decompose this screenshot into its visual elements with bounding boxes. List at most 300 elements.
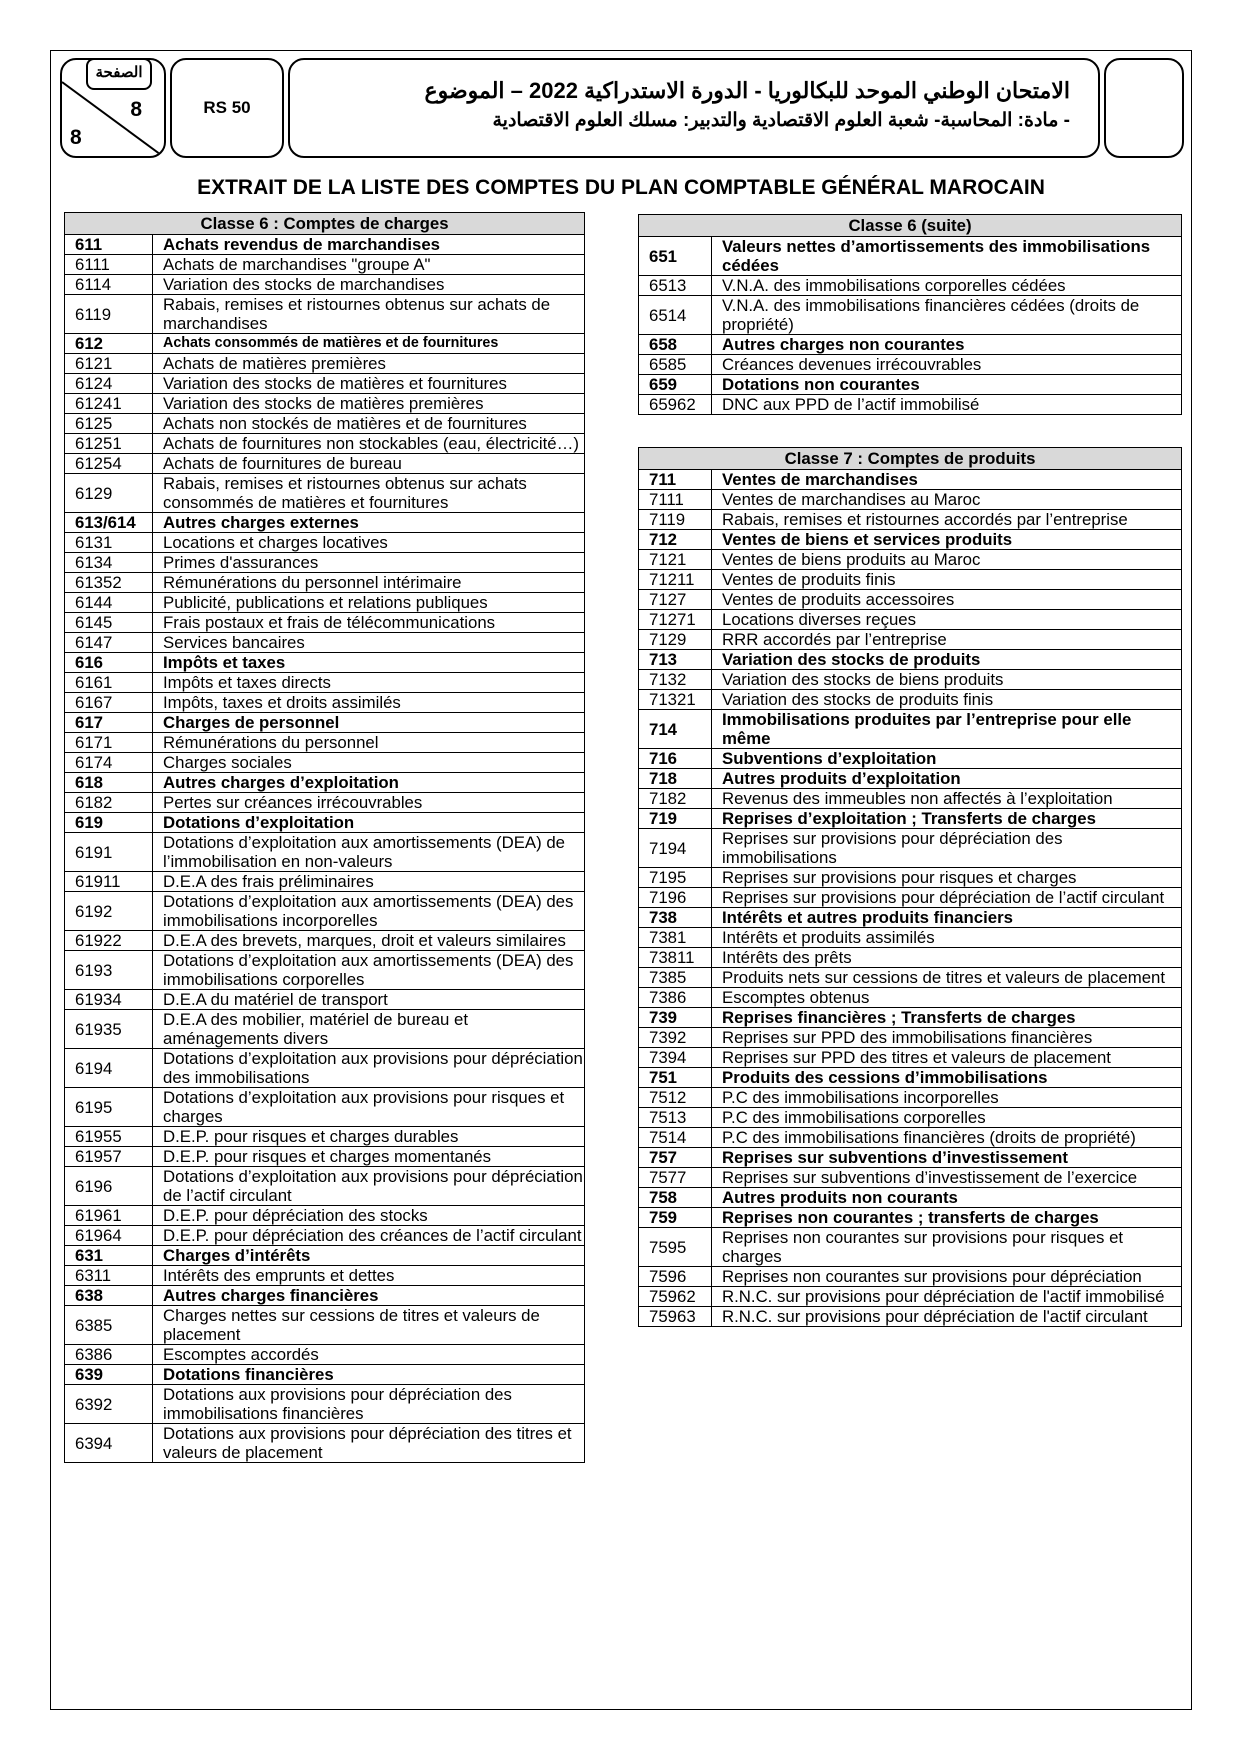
table-row xyxy=(65,434,585,454)
account-label: Reprises sur PPD des titres et valeurs de placement xyxy=(712,1048,1182,1068)
account-code: 618 xyxy=(65,773,153,793)
account-label: D.E.P. pour dépréciation des créances de l’actif circulant xyxy=(153,1226,585,1246)
account-code: 6195 xyxy=(65,1088,153,1127)
table-row xyxy=(65,931,585,951)
table-row xyxy=(639,888,1182,908)
table-row xyxy=(65,673,585,693)
table-row xyxy=(639,908,1182,928)
account-label: P.C des immobilisations financières (droits de propriété) xyxy=(712,1128,1182,1148)
page-number: 8 xyxy=(70,126,82,149)
table-row xyxy=(639,789,1182,809)
account-code: 751 xyxy=(639,1068,712,1088)
account-code: 616 xyxy=(65,653,153,673)
account-label: Intérêts et autres produits financiers xyxy=(712,908,1182,928)
account-label: Autres charges non courantes xyxy=(712,335,1182,355)
table-row xyxy=(65,593,585,613)
table-row xyxy=(65,892,585,931)
table-row xyxy=(65,235,585,255)
table-row xyxy=(639,1267,1182,1287)
table-row xyxy=(639,570,1182,590)
account-code: 65962 xyxy=(639,395,712,415)
table-row xyxy=(65,394,585,414)
table-row xyxy=(65,275,585,295)
account-label: P.C des immobilisations incorporelles xyxy=(712,1088,1182,1108)
account-label: D.E.A des frais préliminaires xyxy=(153,872,585,892)
table-row xyxy=(65,374,585,394)
account-label: Reprises sur subventions d’investissement de l’exercice xyxy=(712,1168,1182,1188)
account-label: Reprises financières ; Transferts de charges xyxy=(712,1008,1182,1028)
account-code: 659 xyxy=(639,375,712,395)
account-code: 6194 xyxy=(65,1049,153,1088)
table-row xyxy=(639,690,1182,710)
account-label: Reprises sur subventions d’investissement xyxy=(712,1148,1182,1168)
table-row xyxy=(639,1028,1182,1048)
account-code: 611 xyxy=(65,235,153,255)
account-label: Rabais, remises et ristournes obtenus sur achats consommés de matières et fournitures xyxy=(153,474,585,513)
account-code: 6585 xyxy=(639,355,712,375)
table-row xyxy=(639,809,1182,829)
table-row xyxy=(65,334,585,354)
account-code: 6144 xyxy=(65,593,153,613)
account-code: 718 xyxy=(639,769,712,789)
account-code: 6145 xyxy=(65,613,153,633)
account-label: Reprises sur provisions pour dépréciation des immobilisations xyxy=(712,829,1182,868)
table-row xyxy=(65,990,585,1010)
account-label: Variation des stocks de matières premières xyxy=(153,394,585,414)
table-row xyxy=(65,1306,585,1345)
account-label: V.N.A. des immobilisations corporelles cédées xyxy=(712,276,1182,296)
account-code: 6192 xyxy=(65,892,153,931)
account-label: Escomptes accordés xyxy=(153,1345,585,1365)
account-label: Immobilisations produites par l’entreprise pour elle même xyxy=(712,710,1182,749)
table-row xyxy=(639,510,1182,530)
account-label: Dotations d’exploitation aux amortissements (DEA) de l’immobilisation en non-valeurs xyxy=(153,833,585,872)
table-row xyxy=(65,573,585,593)
account-label: Impôts et taxes xyxy=(153,653,585,673)
table-row xyxy=(65,653,585,673)
table-row xyxy=(639,670,1182,690)
account-label: Achats de fournitures de bureau xyxy=(153,454,585,474)
account-label: Ventes de marchandises xyxy=(712,470,1182,490)
account-label: Reprises non courantes sur provisions pour dépréciation xyxy=(712,1267,1182,1287)
table-row xyxy=(65,833,585,872)
account-code: 714 xyxy=(639,710,712,749)
account-label: Reprises d’exploitation ; Transferts de charges xyxy=(712,809,1182,829)
account-label: Services bancaires xyxy=(153,633,585,653)
table-row xyxy=(639,335,1182,355)
page-total: 8 xyxy=(130,98,142,121)
account-label: Intérêts des prêts xyxy=(712,948,1182,968)
account-label: Pertes sur créances irrécouvrables xyxy=(153,793,585,813)
account-label: Subventions d’exploitation xyxy=(712,749,1182,769)
table-row xyxy=(65,1010,585,1049)
table-row xyxy=(65,1345,585,1365)
account-code: 619 xyxy=(65,813,153,833)
exam-title-box xyxy=(288,58,1100,158)
table-row xyxy=(639,868,1182,888)
table-row xyxy=(639,630,1182,650)
account-label: Dotations d’exploitation aux amortissements (DEA) des immobilisations corporelles xyxy=(153,951,585,990)
table-row xyxy=(639,395,1182,415)
account-code: 6394 xyxy=(65,1424,153,1463)
table-row xyxy=(639,968,1182,988)
account-code: 651 xyxy=(639,237,712,276)
table-row xyxy=(65,1049,585,1088)
table-row xyxy=(65,1246,585,1266)
account-code: 6182 xyxy=(65,793,153,813)
table-row xyxy=(639,1307,1182,1327)
account-code: 631 xyxy=(65,1246,153,1266)
account-label: Reprises non courantes sur provisions pour risques et charges xyxy=(712,1228,1182,1267)
account-code: 6193 xyxy=(65,951,153,990)
table-row xyxy=(65,793,585,813)
class7-produits-table xyxy=(638,447,1182,1327)
account-label: Intérêts des emprunts et dettes xyxy=(153,1266,585,1286)
account-label: Charges nettes sur cessions de titres et valeurs de placement xyxy=(153,1306,585,1345)
account-code: 6131 xyxy=(65,533,153,553)
account-label: R.N.C. sur provisions pour dépréciation de l'actif immobilisé xyxy=(712,1287,1182,1307)
exam-code: RS 50 xyxy=(203,98,251,117)
account-label: Primes d'assurances xyxy=(153,553,585,573)
account-code: 658 xyxy=(639,335,712,355)
account-code: 7596 xyxy=(639,1267,712,1287)
account-code: 61961 xyxy=(65,1206,153,1226)
account-label: Reprises sur provisions pour risques et charges xyxy=(712,868,1182,888)
account-code: 613/614 xyxy=(65,513,153,533)
table-row xyxy=(639,1128,1182,1148)
account-label: Locations et charges locatives xyxy=(153,533,585,553)
account-code: 617 xyxy=(65,713,153,733)
account-code: 7385 xyxy=(639,968,712,988)
account-code: 7196 xyxy=(639,888,712,908)
table-row xyxy=(639,1008,1182,1028)
page-label: الصفحة xyxy=(86,58,152,90)
account-code: 61911 xyxy=(65,872,153,892)
account-label: Dotations d’exploitation aux provisions pour dépréciation des immobilisations xyxy=(153,1049,585,1088)
account-code: 7121 xyxy=(639,550,712,570)
account-code: 7132 xyxy=(639,670,712,690)
account-label: Créances devenues irrécouvrables xyxy=(712,355,1182,375)
account-label: Achats de matières premières xyxy=(153,354,585,374)
table-row xyxy=(639,530,1182,550)
account-label: DNC aux PPD de l’actif immobilisé xyxy=(712,395,1182,415)
table-row xyxy=(65,1365,585,1385)
account-label: Ventes de marchandises au Maroc xyxy=(712,490,1182,510)
account-label: Autres charges d’exploitation xyxy=(153,773,585,793)
account-code: 75963 xyxy=(639,1307,712,1327)
account-code: 7392 xyxy=(639,1028,712,1048)
account-code: 759 xyxy=(639,1208,712,1228)
table-row xyxy=(639,1287,1182,1307)
table-row xyxy=(639,355,1182,375)
account-code: 7381 xyxy=(639,928,712,948)
account-code: 71271 xyxy=(639,610,712,630)
account-code: 7386 xyxy=(639,988,712,1008)
account-code: 61254 xyxy=(65,454,153,474)
table-row xyxy=(65,951,585,990)
account-code: 6514 xyxy=(639,296,712,335)
account-label: Ventes de produits finis xyxy=(712,570,1182,590)
account-code: 6191 xyxy=(65,833,153,872)
account-label: Autres produits d’exploitation xyxy=(712,769,1182,789)
account-code: 7513 xyxy=(639,1108,712,1128)
account-code: 639 xyxy=(65,1365,153,1385)
account-code: 6513 xyxy=(639,276,712,296)
account-label: Intérêts et produits assimilés xyxy=(712,928,1182,948)
table-row xyxy=(65,1147,585,1167)
table-row xyxy=(65,872,585,892)
class6-charges-table xyxy=(64,212,585,1463)
table-row xyxy=(639,928,1182,948)
table-row xyxy=(639,1068,1182,1088)
account-code: 61251 xyxy=(65,434,153,454)
account-code: 612 xyxy=(65,334,153,354)
account-label: Locations diverses reçues xyxy=(712,610,1182,630)
account-label: Variation des stocks de produits xyxy=(712,650,1182,670)
account-label: D.E.A du matériel de transport xyxy=(153,990,585,1010)
table-row xyxy=(639,1228,1182,1267)
account-code: 7577 xyxy=(639,1168,712,1188)
account-code: 61964 xyxy=(65,1226,153,1246)
account-label: Achats revendus de marchandises xyxy=(153,235,585,255)
account-code: 61935 xyxy=(65,1010,153,1049)
account-label: Dotations non courantes xyxy=(712,375,1182,395)
account-label: Ventes de biens produits au Maroc xyxy=(712,550,1182,570)
account-label: Autres charges externes xyxy=(153,513,585,533)
account-code: 6167 xyxy=(65,693,153,713)
table-row xyxy=(65,1266,585,1286)
table-row xyxy=(65,1424,585,1463)
table-heading: Classe 6 : Comptes de charges xyxy=(65,213,585,235)
account-code: 6161 xyxy=(65,673,153,693)
table-row xyxy=(65,753,585,773)
account-label: Ventes de produits accessoires xyxy=(712,590,1182,610)
account-label: Achats consommés de matières et de fournitures xyxy=(153,334,585,354)
account-label: D.E.P. pour dépréciation des stocks xyxy=(153,1206,585,1226)
account-code: 75962 xyxy=(639,1287,712,1307)
table-row xyxy=(65,1088,585,1127)
table-row xyxy=(65,633,585,653)
account-label: Ventes de biens et services produits xyxy=(712,530,1182,550)
table-row xyxy=(639,1108,1182,1128)
account-label: Revenus des immeubles non affectés à l’exploitation xyxy=(712,789,1182,809)
account-code: 719 xyxy=(639,809,712,829)
table-row xyxy=(65,513,585,533)
account-code: 7182 xyxy=(639,789,712,809)
account-code: 71321 xyxy=(639,690,712,710)
account-code: 7111 xyxy=(639,490,712,510)
account-label: RRR accordés par l’entreprise xyxy=(712,630,1182,650)
account-label: Autres produits non courants xyxy=(712,1188,1182,1208)
account-label: Reprises non courantes ; transferts de charges xyxy=(712,1208,1182,1228)
account-code: 6174 xyxy=(65,753,153,773)
table-row xyxy=(65,1167,585,1206)
account-code: 6392 xyxy=(65,1385,153,1424)
exam-title: الامتحان الوطني الموحد للبكالوريا - الدورة الاستدراكية 2022 – الموضوع xyxy=(424,78,1070,103)
table-heading: Classe 6 (suite) xyxy=(639,215,1182,237)
table-row xyxy=(639,590,1182,610)
account-label: Produits nets sur cessions de titres et valeurs de placement xyxy=(712,968,1182,988)
account-label: Produits des cessions d’immobilisations xyxy=(712,1068,1182,1088)
table-row xyxy=(639,470,1182,490)
table-row xyxy=(65,354,585,374)
table-row xyxy=(65,813,585,833)
account-code: 61352 xyxy=(65,573,153,593)
table-row xyxy=(639,1088,1182,1108)
account-label: D.E.P. pour risques et charges momentanés xyxy=(153,1147,585,1167)
account-label: Frais postaux et frais de télécommunications xyxy=(153,613,585,633)
account-label: Achats de marchandises "groupe A" xyxy=(153,255,585,275)
account-code: 6311 xyxy=(65,1266,153,1286)
account-code: 7195 xyxy=(639,868,712,888)
exam-code-box xyxy=(170,58,284,158)
table-row xyxy=(65,255,585,275)
account-code: 739 xyxy=(639,1008,712,1028)
account-label: Impôts et taxes directs xyxy=(153,673,585,693)
table-row xyxy=(639,490,1182,510)
account-code: 6125 xyxy=(65,414,153,434)
account-label: Charges sociales xyxy=(153,753,585,773)
account-label: Rabais, remises et ristournes obtenus sur achats de marchandises xyxy=(153,295,585,334)
table-row xyxy=(65,295,585,334)
table-row xyxy=(65,693,585,713)
account-code: 6171 xyxy=(65,733,153,753)
account-code: 61241 xyxy=(65,394,153,414)
account-label: Dotations aux provisions pour dépréciation des titres et valeurs de placement xyxy=(153,1424,585,1463)
account-code: 7514 xyxy=(639,1128,712,1148)
table-row xyxy=(639,650,1182,670)
table-row xyxy=(639,610,1182,630)
account-code: 6147 xyxy=(65,633,153,653)
account-code: 71211 xyxy=(639,570,712,590)
account-code: 713 xyxy=(639,650,712,670)
account-label: Variation des stocks de biens produits xyxy=(712,670,1182,690)
table-row xyxy=(639,1148,1182,1168)
table-row xyxy=(65,474,585,513)
table-row xyxy=(65,1385,585,1424)
account-code: 6124 xyxy=(65,374,153,394)
account-label: Variation des stocks de produits finis xyxy=(712,690,1182,710)
table-row xyxy=(65,1206,585,1226)
table-row xyxy=(639,829,1182,868)
table-row xyxy=(65,414,585,434)
account-code: 61934 xyxy=(65,990,153,1010)
table-row xyxy=(639,710,1182,749)
account-code: 6196 xyxy=(65,1167,153,1206)
class6-suite-table xyxy=(638,214,1182,415)
account-code: 6111 xyxy=(65,255,153,275)
table-row xyxy=(65,613,585,633)
table-row xyxy=(639,1048,1182,1068)
account-label: Reprises sur provisions pour dépréciation de l’actif circulant xyxy=(712,888,1182,908)
account-code: 61957 xyxy=(65,1147,153,1167)
table-row xyxy=(639,276,1182,296)
table-row xyxy=(639,1168,1182,1188)
account-code: 6121 xyxy=(65,354,153,374)
account-label: Charges de personnel xyxy=(153,713,585,733)
account-code: 757 xyxy=(639,1148,712,1168)
table-row xyxy=(639,550,1182,570)
account-label: Dotations d’exploitation xyxy=(153,813,585,833)
account-label: Rabais, remises et ristournes accordés par l’entreprise xyxy=(712,510,1182,530)
account-code: 7512 xyxy=(639,1088,712,1108)
table-row xyxy=(639,948,1182,968)
account-code: 7595 xyxy=(639,1228,712,1267)
account-label: Dotations aux provisions pour dépréciation des immobilisations financières xyxy=(153,1385,585,1424)
account-code: 7119 xyxy=(639,510,712,530)
table-row xyxy=(65,1226,585,1246)
account-code: 758 xyxy=(639,1188,712,1208)
account-label: Rémunérations du personnel xyxy=(153,733,585,753)
table-row xyxy=(65,533,585,553)
account-code: 716 xyxy=(639,749,712,769)
account-label: P.C des immobilisations corporelles xyxy=(712,1108,1182,1128)
account-code: 6119 xyxy=(65,295,153,334)
table-row xyxy=(65,1286,585,1306)
table-row xyxy=(639,769,1182,789)
exam-subject: - مادة: المحاسبة- شعبة العلوم الاقتصادية والتدبير: مسلك العلوم الاقتصادية xyxy=(492,110,1070,131)
table-row xyxy=(639,237,1182,276)
account-code: 6385 xyxy=(65,1306,153,1345)
account-code: 712 xyxy=(639,530,712,550)
account-code: 7129 xyxy=(639,630,712,650)
table-row xyxy=(65,1127,585,1147)
account-label: R.N.C. sur provisions pour dépréciation de l'actif circulant xyxy=(712,1307,1182,1327)
account-code: 6129 xyxy=(65,474,153,513)
table-row xyxy=(65,713,585,733)
account-code: 638 xyxy=(65,1286,153,1306)
account-label: Autres charges financières xyxy=(153,1286,585,1306)
table-heading: Classe 7 : Comptes de produits xyxy=(639,448,1182,470)
account-label: Rémunérations du personnel intérimaire xyxy=(153,573,585,593)
account-label: V.N.A. des immobilisations financières cédées (droits de propriété) xyxy=(712,296,1182,335)
account-label: Variation des stocks de marchandises xyxy=(153,275,585,295)
account-label: Dotations d’exploitation aux amortissements (DEA) des immobilisations incorporelles xyxy=(153,892,585,931)
table-row xyxy=(65,553,585,573)
account-label: Impôts, taxes et droits assimilés xyxy=(153,693,585,713)
account-label: Dotations d’exploitation aux provisions pour dépréciation de l’actif circulant xyxy=(153,1167,585,1206)
page-title: EXTRAIT DE LA LISTE DES COMPTES DU PLAN COMPTABLE GÉNÉRAL MAROCAIN xyxy=(197,176,1045,199)
blank-header-box xyxy=(1104,58,1184,158)
account-code: 6114 xyxy=(65,275,153,295)
table-row xyxy=(65,733,585,753)
account-label: Dotations financières xyxy=(153,1365,585,1385)
account-code: 6386 xyxy=(65,1345,153,1365)
account-label: D.E.P. pour risques et charges durables xyxy=(153,1127,585,1147)
page-number-box xyxy=(60,58,166,158)
account-label: D.E.A des brevets, marques, droit et valeurs similaires xyxy=(153,931,585,951)
account-label: D.E.A des mobilier, matériel de bureau et aménagements divers xyxy=(153,1010,585,1049)
account-code: 7394 xyxy=(639,1048,712,1068)
table-row xyxy=(639,375,1182,395)
account-label: Publicité, publications et relations publiques xyxy=(153,593,585,613)
account-code: 738 xyxy=(639,908,712,928)
table-row xyxy=(639,1188,1182,1208)
account-code: 7127 xyxy=(639,590,712,610)
account-label: Variation des stocks de matières et fournitures xyxy=(153,374,585,394)
table-row xyxy=(639,988,1182,1008)
table-row xyxy=(639,296,1182,335)
table-row xyxy=(65,454,585,474)
account-label: Dotations d’exploitation aux provisions pour risques et charges xyxy=(153,1088,585,1127)
account-label: Achats non stockés de matières et de fournitures xyxy=(153,414,585,434)
account-label: Charges d’intérêts xyxy=(153,1246,585,1266)
account-code: 7194 xyxy=(639,829,712,868)
account-code: 711 xyxy=(639,470,712,490)
table-row xyxy=(639,749,1182,769)
account-label: Achats de fournitures non stockables (eau, électricité…) xyxy=(153,434,585,454)
account-code: 61955 xyxy=(65,1127,153,1147)
